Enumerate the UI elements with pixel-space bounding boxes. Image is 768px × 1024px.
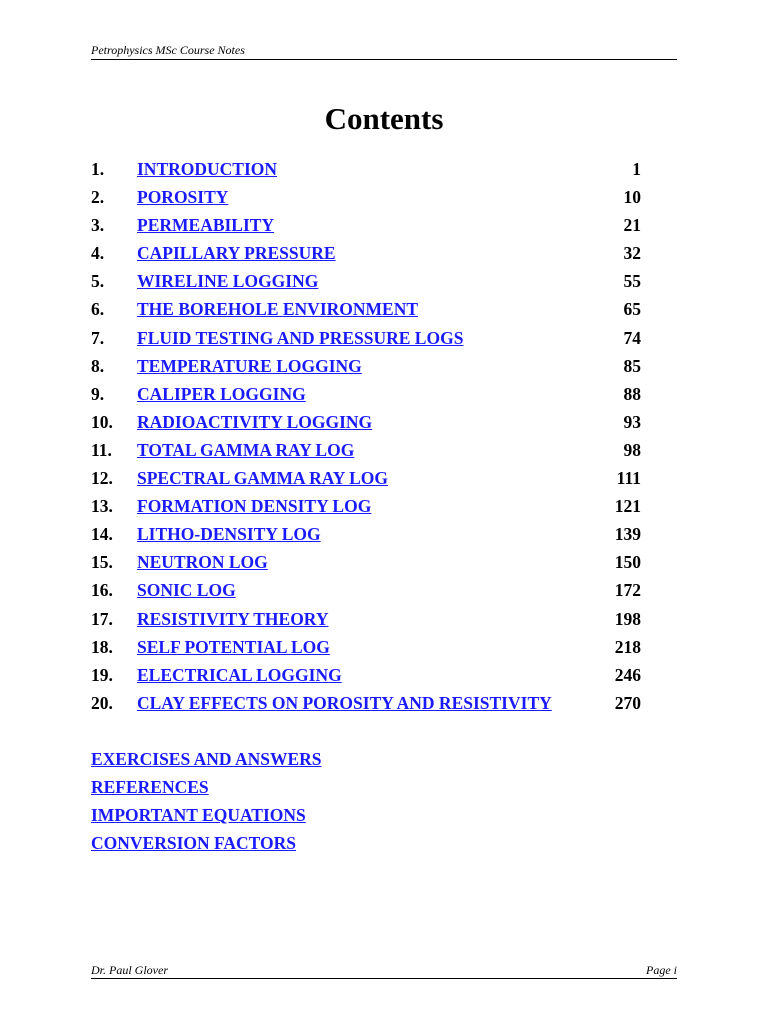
toc-entry-link[interactable]: LITHO-DENSITY LOG — [137, 524, 321, 545]
toc-entry-number: 16. — [91, 580, 113, 601]
toc-entry — [91, 605, 651, 633]
appendix-link[interactable]: REFERENCES — [91, 777, 209, 798]
toc-entry-page: 98 — [623, 439, 641, 460]
toc-entry-number: 9. — [91, 383, 105, 404]
toc-entry-number: 8. — [91, 355, 105, 376]
toc-entry-number: 20. — [91, 692, 113, 713]
toc-entry — [91, 380, 651, 408]
toc-entry-link[interactable]: CALIPER LOGGING — [137, 383, 306, 404]
toc-entry — [91, 436, 651, 464]
toc-entry — [91, 408, 651, 436]
appendix-link[interactable]: CONVERSION FACTORS — [91, 833, 297, 854]
toc-entry-number: 3. — [91, 215, 105, 236]
toc-entry — [91, 464, 651, 492]
toc-entry-link[interactable]: INTRODUCTION — [137, 159, 278, 179]
toc-entry-number: 14. — [91, 524, 113, 545]
toc-entry-link[interactable]: CAPILLARY PRESSURE — [137, 243, 336, 264]
toc-entry — [91, 548, 651, 576]
toc-entry-page: 121 — [614, 496, 641, 517]
toc-entry-page: 85 — [623, 355, 641, 376]
toc-entry-page: 74 — [623, 327, 641, 348]
toc-entry-number: 13. — [91, 496, 113, 517]
toc-entry-link[interactable]: THE BOREHOLE ENVIRONMENT — [137, 299, 419, 320]
appendix-link[interactable]: EXERCISES AND ANSWERS — [91, 749, 322, 769]
toc-entry — [91, 267, 651, 295]
toc-entry-page: 172 — [614, 580, 641, 601]
toc-entry — [91, 295, 651, 323]
running-header — [91, 44, 677, 60]
toc-entry-link[interactable]: SPECTRAL GAMMA RAY LOG — [137, 468, 389, 489]
toc-entry-number: 1. — [91, 159, 105, 179]
toc-entry — [91, 689, 651, 717]
toc-entry-link[interactable]: TOTAL GAMMA RAY LOG — [137, 439, 355, 460]
toc-entry-number: 7. — [91, 327, 105, 348]
toc-entry — [91, 324, 651, 352]
toc-entry-number: 4. — [91, 243, 105, 264]
toc-entry-number: 17. — [91, 608, 113, 629]
header-text: Petrophysics MSc Course Notes — [91, 43, 245, 57]
toc-entry-link[interactable]: RADIOACTIVITY LOGGING — [137, 411, 373, 432]
toc-entry — [91, 520, 651, 548]
toc-entry-number: 15. — [91, 552, 113, 573]
toc-entry-page: 218 — [614, 636, 641, 657]
toc-entry-number: 11. — [91, 439, 112, 460]
toc-entry-page: 246 — [614, 664, 641, 685]
toc-entry-link[interactable]: POROSITY — [137, 187, 229, 208]
toc-entry-link[interactable]: PERMEABILITY — [137, 215, 275, 236]
toc-entry-page: 65 — [623, 299, 641, 320]
toc-entry-page: 55 — [623, 271, 641, 292]
toc-entry-link[interactable]: WIRELINE LOGGING — [137, 271, 319, 292]
footer-page-number: Page i — [646, 963, 677, 977]
toc-entry — [91, 352, 651, 380]
table-of-contents — [91, 155, 651, 717]
toc-entry-link[interactable]: CLAY EFFECTS ON POROSITY AND RESISTIVITY — [137, 692, 552, 713]
toc-entry-number: 19. — [91, 664, 113, 685]
running-footer — [91, 964, 677, 979]
toc-entry-number: 12. — [91, 468, 113, 489]
toc-entry-page: 139 — [614, 524, 641, 545]
toc-entry-link[interactable]: FORMATION DENSITY LOG — [137, 496, 372, 517]
toc-entry-link[interactable]: FLUID TESTING AND PRESSURE LOGS — [137, 327, 464, 348]
toc-entry-number: 18. — [91, 636, 113, 657]
toc-entry-page: 111 — [616, 468, 641, 489]
toc-entry — [91, 211, 651, 239]
toc-entry-link[interactable]: SONIC LOG — [137, 580, 236, 601]
toc-entry-number: 10. — [91, 411, 113, 432]
toc-entry-page: 93 — [623, 411, 641, 432]
toc-entry-page: 150 — [614, 552, 641, 573]
toc-entry-page: 32 — [623, 243, 641, 264]
toc-entry — [91, 239, 651, 267]
toc-entry-number: 6. — [91, 299, 105, 320]
toc-entry — [91, 183, 651, 211]
toc-entry-link[interactable]: RESISTIVITY THEORY — [137, 608, 329, 629]
toc-entry-page: 88 — [623, 383, 641, 404]
toc-entry-page: 10 — [623, 187, 641, 208]
toc-entry-page: 21 — [623, 215, 641, 236]
toc-entry — [91, 492, 651, 520]
footer-author: Dr. Paul Glover — [91, 963, 168, 977]
toc-entry-page: 270 — [614, 692, 641, 713]
toc-entry-page: 1 — [632, 159, 641, 179]
appendix-links — [91, 745, 322, 857]
toc-entry-number: 5. — [91, 271, 105, 292]
toc-entry — [91, 661, 651, 689]
toc-entry — [91, 576, 651, 604]
toc-entry-number: 2. — [91, 187, 105, 208]
toc-entry-link[interactable]: SELF POTENTIAL LOG — [137, 636, 330, 657]
toc-entry-link[interactable]: ELECTRICAL LOGGING — [137, 664, 342, 685]
toc-entry — [91, 633, 651, 661]
toc-entry — [91, 155, 651, 183]
page-title: Contents — [324, 101, 444, 136]
toc-entry-link[interactable]: TEMPERATURE LOGGING — [137, 355, 362, 376]
toc-entry-page: 198 — [614, 608, 641, 629]
toc-entry-link[interactable]: NEUTRON LOG — [137, 552, 268, 573]
appendix-link[interactable]: IMPORTANT EQUATIONS — [91, 805, 306, 826]
